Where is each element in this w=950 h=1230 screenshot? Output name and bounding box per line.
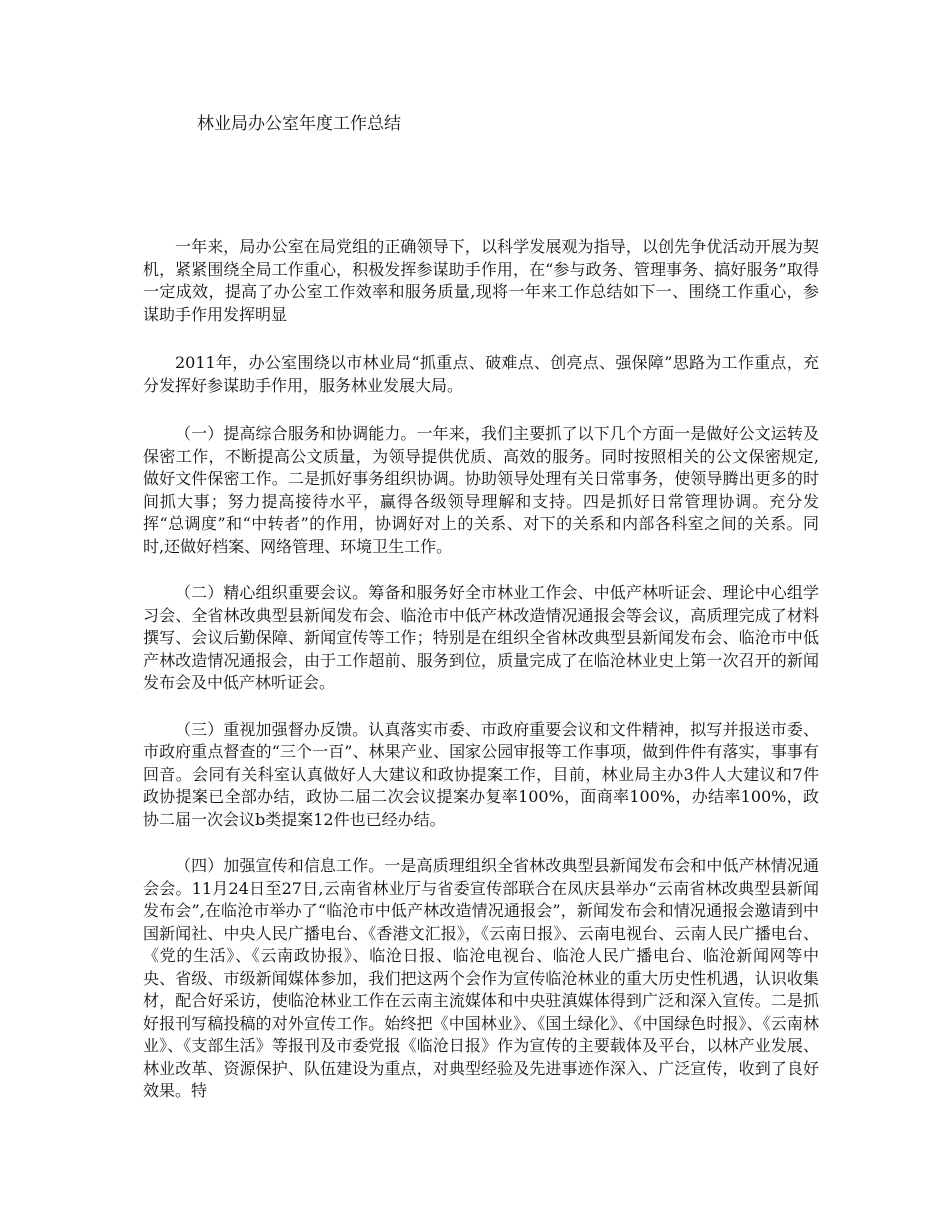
paragraph-section-1: （一）提高综合服务和协调能力。一年来，我们主要抓了以下几个方面一是做好公文运转及保密工作，不断提高公文质量，为领导提供优质、高效的服务。同时按照相关的公文保密规定,做好文件保密工作。二是抓好事务组织协调。协助领导处理有关日常事务，使领导腾出更多的时间抓大事；努力提高接待水平，赢得各级领导理解和支持。四是抓好日常管理协调。充分发挥“总调度”和“中转者”的作用，协调好对上的关系、对下的关系和内部各科室之间的关系。同时,还做好档案、网络管理、环境卫生工作。: [143, 424, 819, 556]
paragraph-section-3: （三）重视加强督办反馈。认真落实市委、市政府重要会议和文件精神，拟写并报送市委、市政府重点督查的“三个一百”、林果产业、国家公园审报等工作事项，做到件件有落实，事事有回音。会同有关科室认真做好人大建议和政协提案工作，目前，林业局主办3件人大建议和7件政协提案已全部办结，政协二届二次会议提案办复率100%，面商率100%，办结率100%，政协二届一次会议b类提案12件也已经办结。: [143, 719, 819, 829]
paragraph-section-2: （二）精心组织重要会议。筹备和服务好全市林业工作会、中低产林听证会、理论中心组学习会、全省林改典型县新闻发布会、临沧市中低产林改造情况通报会等会议，高质理完成了材料撰写、会议后勤保障、新闻宣传等工作；特别是在组织全省林改典型县新闻发布会、临沧市中低产林改造情况通报会，由于工作超前、服务到位，质量完成了在临沧林业史上第一次召开的新闻发布会及中低产林听证会。: [143, 583, 819, 692]
paragraph-2011-focus: 2011年，办公室围绕以市林业局“抓重点、破难点、创亮点、强保障”思路为工作重点，充分发挥好参谋助手作用，服务林业发展大局。: [143, 353, 819, 395]
paragraph-intro: 一年来，局办公室在局党组的正确领导下，以科学发展观为指导，以创先争优活动开展为契机，紧紧围绕全局工作重心，积极发挥参谋助手作用，在“参与政务、管理事务、搞好服务”取得一定成效，提高了办公室工作效率和服务质量,现将一年来工作总结如下一、围绕工作重心，参谋助手作用发挥明显: [143, 237, 819, 324]
document-body: [143, 236, 819, 1103]
paragraph-section-4: （四）加强宣传和信息工作。一是高质理组织全省林改典型县新闻发布会和中低产林情况通会会。11月24日至27日,云南省林业厅与省委宣传部联合在凤庆县举办“云南省林改典型县新闻发布会”,在临沧市举办了“临沧市中低产林改造情况通报会”，新闻发布会和情况通报会邀请到中国新闻社、中央人民广播电台、《香港文汇报》，《云南日报》、云南电视台、云南人民广播电台、《党的生活》、《云南政协报》、临沧日报、临沧电视台、临沧人民广播电台、临沧新闻网等中央、省级、市级新闻媒体参加，我们把这两个会作为宣传临沧林业的重大历史性机遇，认识收集材，配合好采访，使临沧林业工作在云南主流媒体和中央驻滇媒体得到广泛和深入宣传。二是抓好报刊写稿投稿的对外宣传工作。始终把《中国林业》、《国土绿化》、《中国绿色时报》、《云南林业》、《支部生活》等报刊及市委党报《临沧日报》作为宣传的主要载体及平台，以林产业发展、林业改革、资源保护、队伍建设为重点，对典型经验及先进事迹作深入、广泛宣传，收到了良好效果。特: [143, 856, 819, 1100]
document-title: 林业局办公室年度工作总结: [197, 114, 401, 134]
